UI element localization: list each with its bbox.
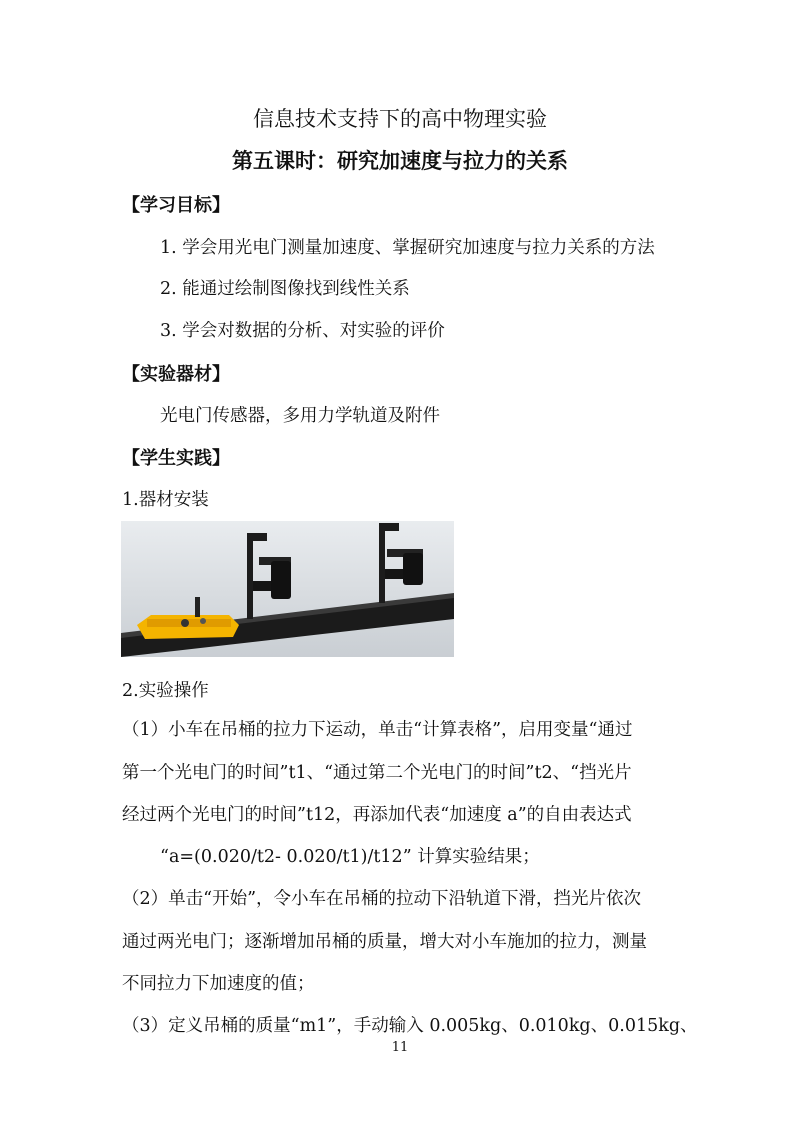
practice-heading: 【学生实践】 <box>122 448 230 469</box>
body-line: （3）定义吊桶的质量“m1”，手动输入 0.005kg、0.010kg、0.015kg、 <box>122 1016 698 1036</box>
body-line: 经过两个光电门的时间”t12，再添加代表“加速度 a”的自由表达式 <box>122 805 632 825</box>
equipment-heading: 【实验器材】 <box>122 364 230 385</box>
step-install-heading: 1.器材安装 <box>122 490 209 510</box>
body-line: 不同拉力下加速度的值； <box>122 974 315 994</box>
body-line: （2）单击“开始”，令小车在吊桶的拉动下沿轨道下滑，挡光片依次 <box>122 889 642 909</box>
body-line: 通过两光电门；逐渐增加吊桶的质量，增大对小车施加的拉力，测量 <box>122 932 647 952</box>
document-title: 信息技术支持下的高中物理实验 <box>253 107 547 131</box>
lesson-title: 第五课时：研究加速度与拉力的关系 <box>232 149 568 173</box>
objective-item: 3. 学会对数据的分析、对实验的评价 <box>160 321 445 341</box>
page-number: 11 <box>391 1040 409 1055</box>
equipment-text: 光电门传感器，多用力学轨道及附件 <box>160 406 440 426</box>
step-operation-heading: 2.实验操作 <box>122 681 209 701</box>
body-line: 第一个光电门的时间”t1、“通过第二个光电门的时间”t2、“挡光片 <box>122 763 632 783</box>
objectives-heading: 【学习目标】 <box>122 195 230 216</box>
objective-item: 2. 能通过绘制图像找到线性关系 <box>160 279 410 299</box>
apparatus-photo <box>121 521 454 657</box>
objective-item: 1. 学会用光电门测量加速度、掌握研究加速度与拉力关系的方法 <box>160 238 655 258</box>
body-line: （1）小车在吊桶的拉力下运动，单击“计算表格”，启用变量“通过 <box>122 720 633 740</box>
body-line: “a=(0.020/t2- 0.020/t1)/t12” 计算实验结果； <box>160 847 540 867</box>
